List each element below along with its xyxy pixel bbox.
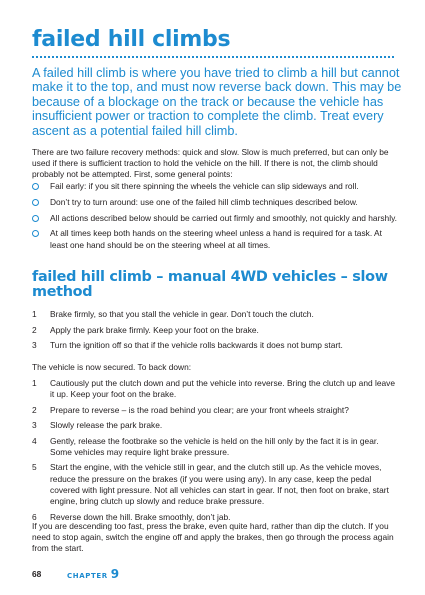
step-item	[32, 378, 400, 400]
step-text: Slowly release the park brake.	[50, 420, 163, 431]
step-text: Gently, release the footbrake so the vehicle is held on the hill only by the fact it is in gear. Some vehicles may require light brake pressure.	[50, 435, 379, 457]
step-number: 1	[32, 309, 37, 319]
intro-paragraph: A failed hill climb is where you have tried to climb a hill but cannot make it to the top, and must now reverse back down. This may be because of a blockage on the track or because the vehicle has insufficient power or traction to complete the climb. Treat every ascent as a potential failed hill climb.	[32, 66, 402, 138]
step-text: Reverse down the hill. Brake smoothly, don’t jab.	[50, 511, 231, 522]
bullet-text: All actions described below should be carried out firmly and smoothly, not quickly and harshly.	[50, 212, 397, 223]
bullet-item	[32, 181, 400, 192]
page-title: failed hill climbs	[32, 27, 231, 52]
bullet-text: Fail early: if you sit there spinning the wheels the vehicle can slip sideways and roll.	[50, 181, 359, 191]
stall-steps-list	[32, 309, 400, 356]
step-item	[32, 462, 400, 507]
chapter-label-text: CHAPTER	[67, 572, 108, 580]
page-footer	[32, 567, 120, 581]
step-number: 3	[32, 340, 37, 350]
step-text: Apply the park brake firmly. Keep your foot on the brake.	[50, 324, 259, 335]
step-text: Turn the ignition off so that if the vehicle rolls backwards it does not bump start.	[50, 340, 343, 350]
step-number: 6	[32, 511, 37, 522]
page-number: 68	[32, 569, 42, 579]
bullet-ring-icon	[32, 230, 39, 237]
step-number: 4	[32, 435, 37, 446]
secured-paragraph: The vehicle is now secured. To back down:	[32, 362, 192, 372]
bullet-item	[32, 228, 400, 250]
bullet-item	[32, 213, 400, 224]
step-item	[32, 420, 400, 431]
chapter-number: 9	[110, 567, 120, 581]
step-text: Brake firmly, so that you stall the vehicle in gear. Don’t touch the clutch.	[50, 309, 314, 319]
step-number: 3	[32, 420, 37, 431]
bullet-ring-icon	[32, 183, 39, 190]
step-number: 1	[32, 378, 37, 388]
bullet-text: Don’t try to turn around: use one of the failed hill climb techniques described below.	[50, 196, 358, 207]
section-heading: failed hill climb – manual 4WD vehicles – slow method	[32, 269, 388, 301]
step-text: Cautiously put the clutch down and put the vehicle into reverse. Bring the clutch up and leave it up. Keep your foot on the brake.	[50, 378, 395, 400]
step-text: Prepare to reverse – is the road behind you clear; are your front wheels straight?	[50, 404, 349, 415]
step-item	[32, 436, 400, 458]
step-number: 2	[32, 404, 37, 415]
step-number: 5	[32, 462, 37, 473]
step-number: 2	[32, 324, 37, 335]
general-points-list	[32, 181, 400, 255]
methods-paragraph: There are two failure recovery methods: quick and slow. Slow is much preferred, but can only be used if there is sufficient traction to hold the vehicle on the hill. If there is not, the climb should probably not be attempted. First, some general points:	[32, 147, 389, 180]
step-item	[32, 325, 400, 336]
step-text: Start the engine, with the vehicle still in gear, and the clutch still up. As the vehicle moves, reduce the pressure on the brakes (if you were using any). In any case, keep the pedal covered with light pressure. Not all vehicles can start in gear. If not, then foot on brake, start engine, bring clutch up slowly and reduce brake pressure.	[50, 462, 389, 507]
closing-paragraph: If you are descending too fast, press the brake, even quite hard, rather than dip the clutch. If you need to stop again, switch the engine off and apply the brakes, then go through the process again from the start.	[32, 521, 394, 554]
bullet-ring-icon	[32, 215, 39, 222]
step-item	[32, 340, 400, 351]
chapter-label	[67, 567, 119, 581]
bullet-ring-icon	[32, 199, 39, 206]
step-item	[32, 405, 400, 416]
bullet-text: At all times keep both hands on the steering wheel unless a hand is required for a task. At least one hand should be on the steering wheel at all times.	[50, 228, 382, 250]
reverse-steps-list	[32, 378, 400, 527]
bullet-item	[32, 197, 400, 208]
step-item	[32, 309, 400, 320]
title-dotted-rule	[32, 56, 394, 58]
